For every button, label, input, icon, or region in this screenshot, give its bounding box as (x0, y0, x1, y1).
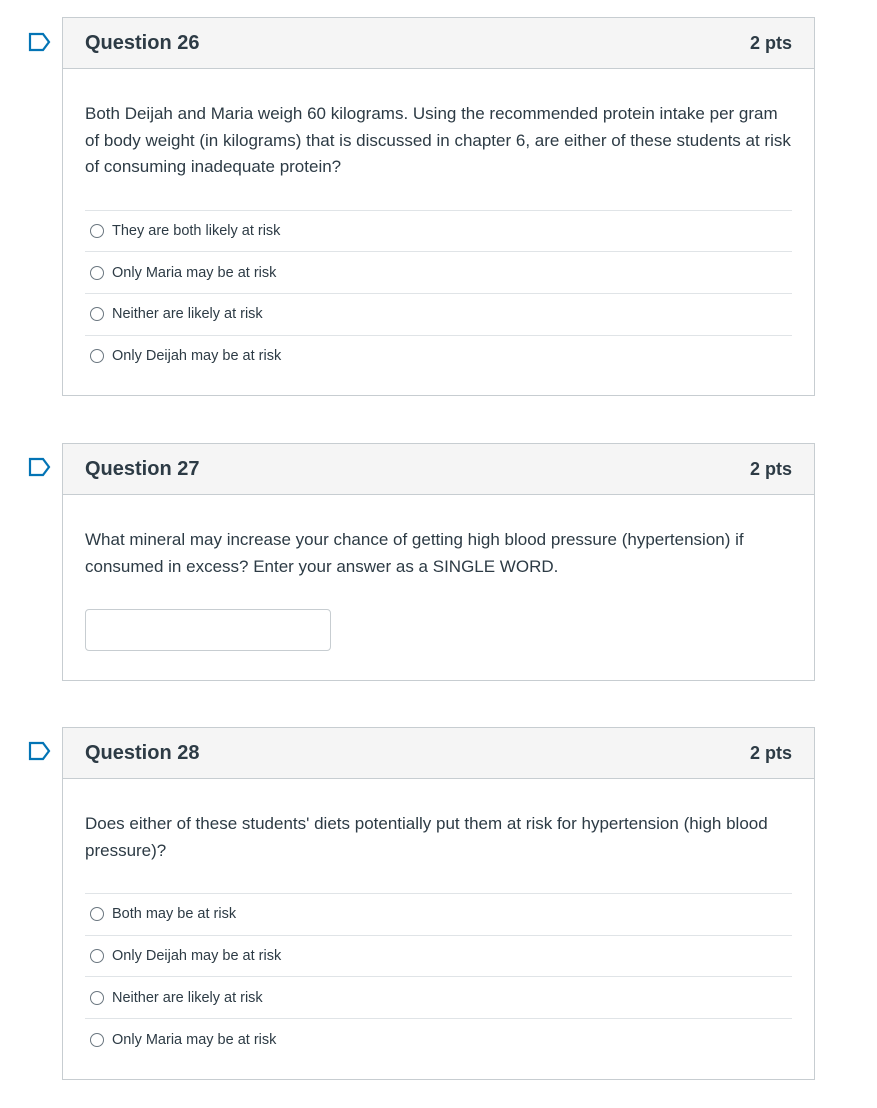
radio-button[interactable] (90, 266, 104, 280)
answer-option[interactable] (85, 936, 792, 978)
answer-option[interactable] (85, 977, 792, 1019)
answer-list (85, 893, 792, 1061)
answer-label[interactable]: Neither are likely at risk (112, 306, 263, 323)
question-header (63, 728, 814, 779)
answer-label[interactable]: Only Maria may be at risk (112, 264, 277, 281)
question-points: 2 pts (749, 742, 792, 763)
question-card-26 (62, 17, 815, 396)
answer-label[interactable]: Both may be at risk (112, 906, 237, 923)
radio-button[interactable] (90, 907, 104, 921)
question-text: Both Deijah and Maria weigh 60 kilograms. Using the recommended protein intake per gram of body weight (in kilograms) that is discussed in chapter 6, are either of these students at risk of consuming inadequate protein? (85, 104, 791, 176)
question-title: Question 27 (85, 457, 200, 480)
answer-option[interactable] (85, 1019, 792, 1061)
question-header (63, 18, 814, 69)
answer-text-input[interactable] (85, 609, 331, 651)
radio-button[interactable] (90, 307, 104, 321)
question-title: Question 28 (85, 741, 200, 764)
flag-question-icon[interactable] (28, 457, 52, 477)
answer-option[interactable] (85, 294, 792, 336)
answer-option[interactable] (85, 894, 792, 936)
radio-button[interactable] (90, 1033, 104, 1047)
radio-button[interactable] (90, 991, 104, 1005)
answer-option[interactable] (85, 211, 792, 253)
question-header (63, 444, 814, 495)
question-text: What mineral may increase your chance of getting high blood pressure (hypertension) if consumed in excess? Enter your answer as a SINGLE WORD. (85, 530, 744, 576)
question-card-28 (62, 727, 815, 1080)
radio-button[interactable] (90, 349, 104, 363)
answer-label[interactable]: Only Deijah may be at risk (112, 948, 282, 965)
question-text: Does either of these students' diets potentially put them at risk for hypertension (high blood pressure)? (85, 814, 768, 860)
flag-question-icon[interactable] (28, 741, 52, 761)
radio-button[interactable] (90, 224, 104, 238)
answer-list (85, 210, 792, 378)
flag-question-icon[interactable] (28, 32, 52, 52)
answer-option[interactable] (85, 252, 792, 294)
question-points: 2 pts (749, 32, 792, 53)
answer-label[interactable]: They are both likely at risk (112, 222, 281, 239)
answer-label[interactable]: Only Deijah may be at risk (112, 348, 282, 365)
answer-option[interactable] (85, 336, 792, 378)
question-points: 2 pts (749, 458, 792, 479)
answer-label[interactable]: Only Maria may be at risk (112, 1031, 277, 1048)
answer-label[interactable]: Neither are likely at risk (112, 989, 263, 1006)
radio-button[interactable] (90, 949, 104, 963)
question-card-27 (62, 443, 815, 681)
question-title: Question 26 (85, 31, 200, 54)
